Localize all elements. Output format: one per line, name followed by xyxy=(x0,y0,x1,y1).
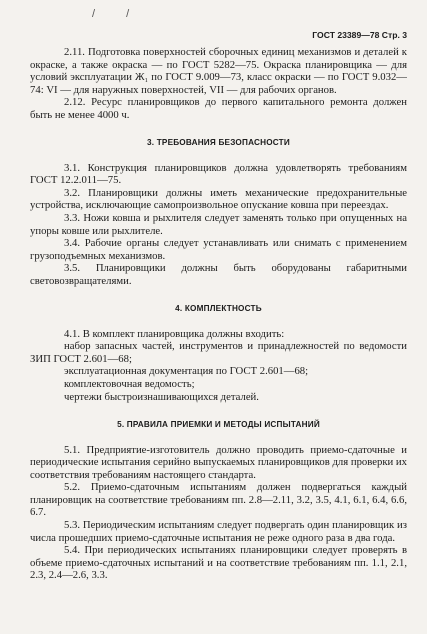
paragraph: 4.1. В комплект планировщика должны входить: xyxy=(64,327,285,340)
paragraph: 3.5. Планировщики должны быть оборудованы габаритными световозвращателями. xyxy=(30,262,407,287)
paragraph: 2.12. Ресурс планировщиков до первого капитального ремонта должен быть не менее 4000 ч. xyxy=(30,96,407,121)
paragraph: 5.3. Периодическим испытаниям следует подвергать один планировщик из числа прошедших приемо-сдаточные испытания не реже одного раза в два года. xyxy=(30,518,407,544)
page-header: ГОСТ 23389—78 Стр. 3 xyxy=(312,30,407,40)
section-heading: 3. ТРЕБОВАНИЯ БЕЗОПАСНОСТИ xyxy=(147,138,290,148)
paragraph: 3.1. Конструкция планировщиков должна удовлетворять требованиям ГОСТ 12.2.011—75. xyxy=(30,161,407,187)
paragraph: 3.3. Ножи ковша и рыхлителя следует заменять только при опущенных на упоры ковше или рыхлителе. xyxy=(30,212,407,237)
paragraph: 3.4. Рабочие органы следует устанавливать или снимать с применением грузоподъемных механизмов. xyxy=(30,237,407,262)
paragraph: 5.1. Предприятие-изготовитель должно проводить приемо-сдаточные и периодические испытания серийно выпускаемых планировщиков для проверки их соответствия требованиям настоящего стандарта. xyxy=(30,443,407,481)
document-body xyxy=(30,46,407,582)
handwritten-marks: / / xyxy=(92,8,144,20)
paragraph: набор запасных частей, инструментов и принадлежностей по ведомости ЗИП ГОСТ 2.601—68; xyxy=(30,340,407,365)
paragraph: чертежи быстроизнашивающихся деталей. xyxy=(64,390,259,403)
paragraph: 3.2. Планировщики должны иметь механические предохранительные устройства, исключающие самопроизвольное опускание ковша при переездах. xyxy=(30,186,407,212)
paragraph: 5.2. Приемо-сдаточным испытаниям должен подвергаться каждый планировщик на соответствие требованиям пп. 2.8—2.11, 3.2, 3.5, 4.1, 6.1, 6.4, 6.6, 6.7. xyxy=(30,481,407,519)
paragraph: эксплуатационная документация по ГОСТ 2.601—68; xyxy=(64,365,309,378)
paragraph: 2.11. Подготовка поверхностей сборочных единиц механизмов и деталей к окраске, а также окраска — по ГОСТ 5282—75. Окраска планировщика — для условий эксплуатации Ж₁ по ГОСТ 9.009—73, класс окраски — по ГОСТ 9.032—74: VI — для наружных поверхностей, VII — для рабочих органов. xyxy=(30,46,407,96)
section-heading: 5. ПРАВИЛА ПРИЕМКИ И МЕТОДЫ ИСПЫТАНИЙ xyxy=(117,420,320,430)
paragraph: комплектовочная ведомость; xyxy=(64,378,195,391)
paragraph: 5.4. При периодических испытаниях планировщики следует проверять в объеме приемо-сдаточных испытаний и на соответствие требованиям пп. 1.1, 2.1, 2.3, 2.4—2.6, 3.3. xyxy=(30,544,407,582)
section-heading: 4. КОМПЛЕКТНОСТЬ xyxy=(175,304,262,314)
